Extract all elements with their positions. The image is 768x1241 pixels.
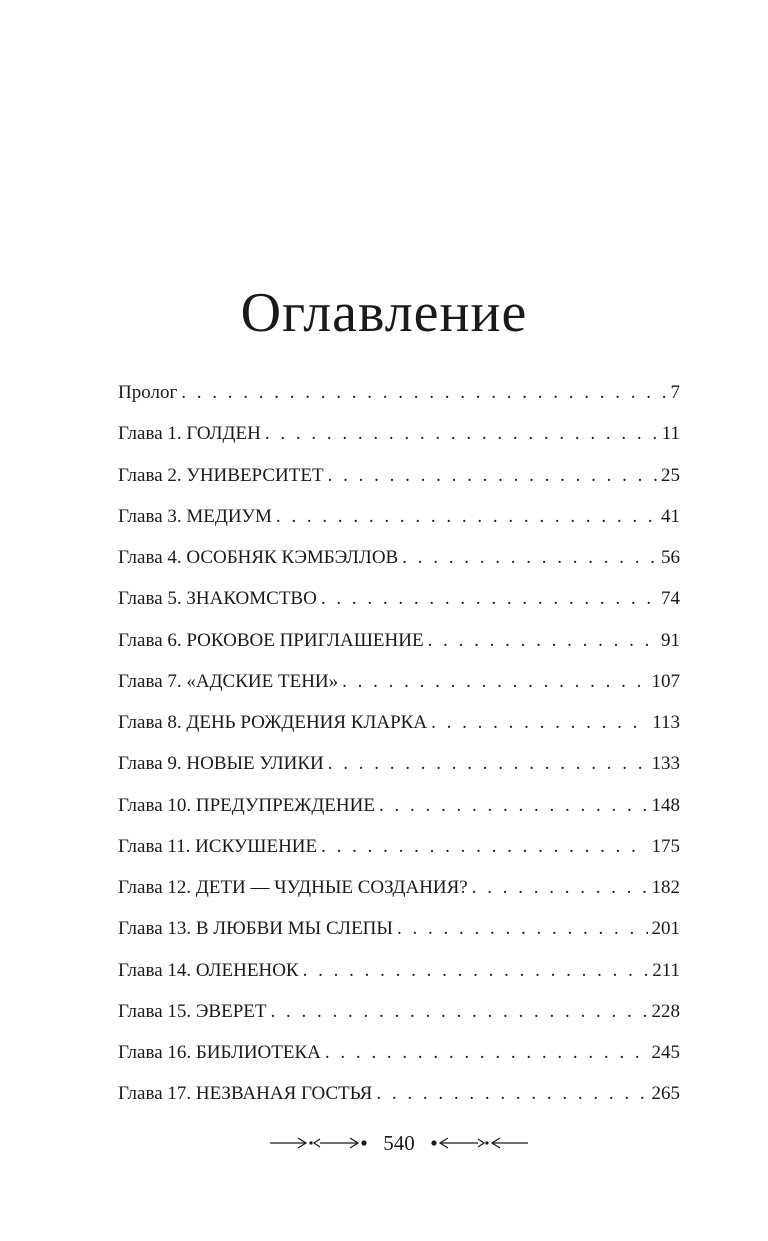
toc-entry[interactable] [118,991,680,1032]
toc-entry-page: 74 [661,588,680,610]
toc-entry-page: 25 [661,464,680,486]
toc-entry-label: Глава 6. РОКОВОЕ ПРИГЛАШЕНИЕ [118,629,424,651]
toc-entry-label: Глава 9. НОВЫЕ УЛИКИ [118,753,324,775]
toc-entry-page: 175 [651,835,680,857]
table-of-contents [118,372,680,1115]
leader-dots [379,785,648,826]
toc-entry-label: Глава 4. ОСОБНЯК КЭМБЭЛЛОВ [118,547,399,568]
toc-entry-label: Глава 1. ГОЛДЕН [118,423,261,445]
toc-entry-page: 265 [651,1083,680,1105]
leader-dots [328,743,648,784]
toc-entry-label: Глава 13. В ЛЮБВИ МЫ СЛЕПЫ [118,918,393,940]
page-number: 540 [383,1131,415,1155]
page-title: Оглавление [240,282,528,344]
toc-entry-page: 7 [670,382,680,403]
toc-entry-label: Глава 2. УНИВЕРСИТЕТ [118,464,324,486]
toc-entry-label: Глава 7. «АДСКИЕ ТЕНИ» [118,670,339,692]
toc-entry-page: 56 [661,547,680,568]
toc-entry-label: Глава 12. ДЕТИ — ЧУДНЫЕ СОЗДАНИЯ? [118,877,468,898]
leader-dots [428,620,657,661]
leader-dots [276,496,657,537]
leader-dots [431,702,648,743]
toc-entry-page: 211 [652,959,680,981]
toc-entry[interactable] [118,826,680,867]
leader-dots [402,537,657,578]
leader-dots [325,1032,648,1073]
toc-entry-page: 11 [661,423,680,445]
toc-entry[interactable] [118,413,680,454]
leader-dots [376,1073,647,1114]
toc-entry-label: Глава 10. ПРЕДУПРЕЖДЕНИЕ [118,794,375,816]
toc-entry-page: 91 [661,629,680,651]
right-arrow-ornament-icon [430,1132,530,1154]
toc-entry[interactable] [118,372,680,413]
leader-dots [265,413,658,454]
toc-entry[interactable] [118,455,680,496]
toc-entry-page: 182 [651,877,680,898]
toc-entry-label: Глава 11. ИСКУШЕНИЕ [118,835,318,857]
toc-entry-page: 245 [651,1042,680,1063]
toc-entry[interactable] [118,908,680,949]
toc-entry[interactable] [118,661,680,702]
leader-dots [472,867,648,908]
leader-dots [303,950,649,991]
leader-dots [321,578,657,619]
toc-entry-page: 148 [651,794,680,816]
toc-entry-label: Глава 14. ОЛЕНЕНОК [118,959,299,981]
toc-entry[interactable] [118,537,680,578]
toc-entry-label: Глава 15. ЭВЕРЕТ [118,1000,267,1022]
toc-entry[interactable] [118,950,680,991]
toc-entry[interactable] [118,496,680,537]
toc-entry-label: Глава 5. ЗНАКОМСТВО [118,588,317,610]
toc-entry-label: Пролог [118,382,178,403]
toc-entry-label: Глава 3. МЕДИУМ [118,505,272,527]
toc-entry-label: Глава 16. БИБЛИОТЕКА [118,1042,321,1063]
toc-entry-label: Глава 17. НЕЗВАНАЯ ГОСТЬЯ [118,1083,373,1105]
toc-entry[interactable] [118,620,680,661]
leader-dots [342,661,647,702]
leader-dots [328,455,657,496]
toc-entry-page: 228 [651,1000,680,1022]
toc-entry-page: 41 [661,505,680,527]
leader-dots [321,826,647,867]
toc-entry[interactable] [118,702,680,743]
toc-entry[interactable] [118,578,680,619]
leader-dots [397,908,648,949]
toc-entry-page: 201 [651,918,680,940]
toc-entry-label: Глава 8. ДЕНЬ РОЖДЕНИЯ КЛАРКА [118,712,428,733]
toc-entry[interactable] [118,1032,680,1073]
toc-entry-page: 133 [651,753,680,775]
toc-entry[interactable] [118,1073,680,1114]
toc-entry-page: 107 [651,670,680,692]
toc-entry[interactable] [118,867,680,908]
leader-dots [270,991,647,1032]
toc-entry-page: 113 [652,712,680,733]
leader-dots [181,372,666,413]
page-footer [268,1126,530,1160]
toc-entry[interactable] [118,785,680,826]
toc-entry[interactable] [118,743,680,784]
